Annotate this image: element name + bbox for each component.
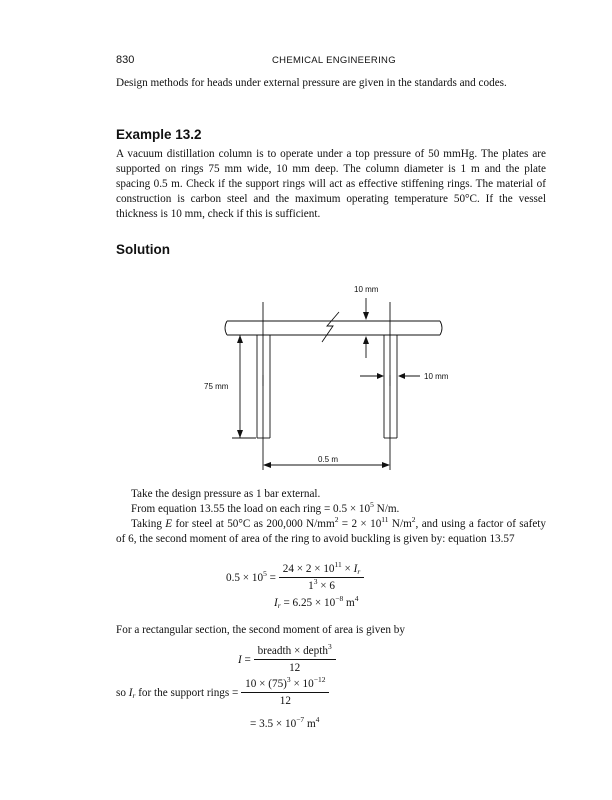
ring-arrowhead-right: [398, 373, 405, 379]
label-ring-thickness: 10 mm: [424, 372, 449, 381]
spacing-arrowhead-left: [263, 462, 271, 468]
bottom-arrowhead: [363, 336, 369, 344]
label-ring-width: 75 mm: [204, 382, 229, 391]
equation-ring-result: = $3.5 \times 10^{-7}$ $m^4$: [250, 715, 320, 730]
solution-heading: Solution: [116, 242, 170, 257]
intro-paragraph: Design methods for heads under external pressure are given in the standards and codes.: [116, 77, 507, 89]
plate-left-break: [225, 321, 227, 335]
modulus-paragraph: Taking E for steel at 50°C as 200,000 $N/mm^2 = 2 \times 10^{11}$ $N/m^2$, and using a factor of safety of 6, the second moment of area of the ring to avoid buckling is given by: equation 13.57: [116, 515, 547, 545]
ring-arrowhead-left: [377, 373, 384, 379]
equation-ir-result: $I_r = 6.25 \times 10^{-8}$ $m^4$: [274, 594, 359, 610]
example-text: A vacuum distillation column is to operate under a top pressure of 50 mmHg. The plates are supported on rings 75 mm wide, 10 mm deep. The column diameter is 1 m and the plate spacing 0.5 m. Check if the support rings will act as effective stiffening rings. The material of construction is carbon steel and the maximum operating temperature 50°C. If the vessel thickness is 10 mm, check if this is sufficient.: [116, 148, 546, 220]
plate-break-symbol: [322, 312, 339, 342]
example-heading: Example 13.2: [116, 127, 202, 142]
running-title: CHEMICAL ENGINEERING: [272, 55, 396, 66]
label-top-thickness: 10 mm: [354, 285, 379, 294]
label-plate-spacing: 0.5 m: [318, 455, 339, 464]
equation-support-rings: so $I_r$ for the support rings = $\frac{10 \times (75)^3 \times 10^{-12}}{12}$: [116, 678, 329, 707]
plate-right-break: [440, 321, 442, 335]
page-number: 830: [116, 54, 135, 66]
rectangular-section-text: For a rectangular section, the second moment of area is given by: [116, 624, 405, 636]
equation-buckling: $0.5 \times 10^5$ = $\frac{24 \times 2 \times 10^{11} \times I_r}{1^3 \times 6}$: [226, 563, 364, 592]
ring-load-line: From equation 13.55 the load on each ring = $0.5 \times 10^5$ N/m.: [131, 500, 400, 515]
height-arrowhead-top: [237, 335, 243, 343]
equation-second-moment: I = $\frac{breadth \times depth^3}{12}$: [238, 645, 336, 674]
top-arrowhead: [363, 312, 369, 320]
spacing-arrowhead-right: [382, 462, 390, 468]
design-pressure-line: Take the design pressure as 1 bar external.: [131, 488, 321, 500]
height-arrowhead-bottom: [237, 430, 243, 438]
